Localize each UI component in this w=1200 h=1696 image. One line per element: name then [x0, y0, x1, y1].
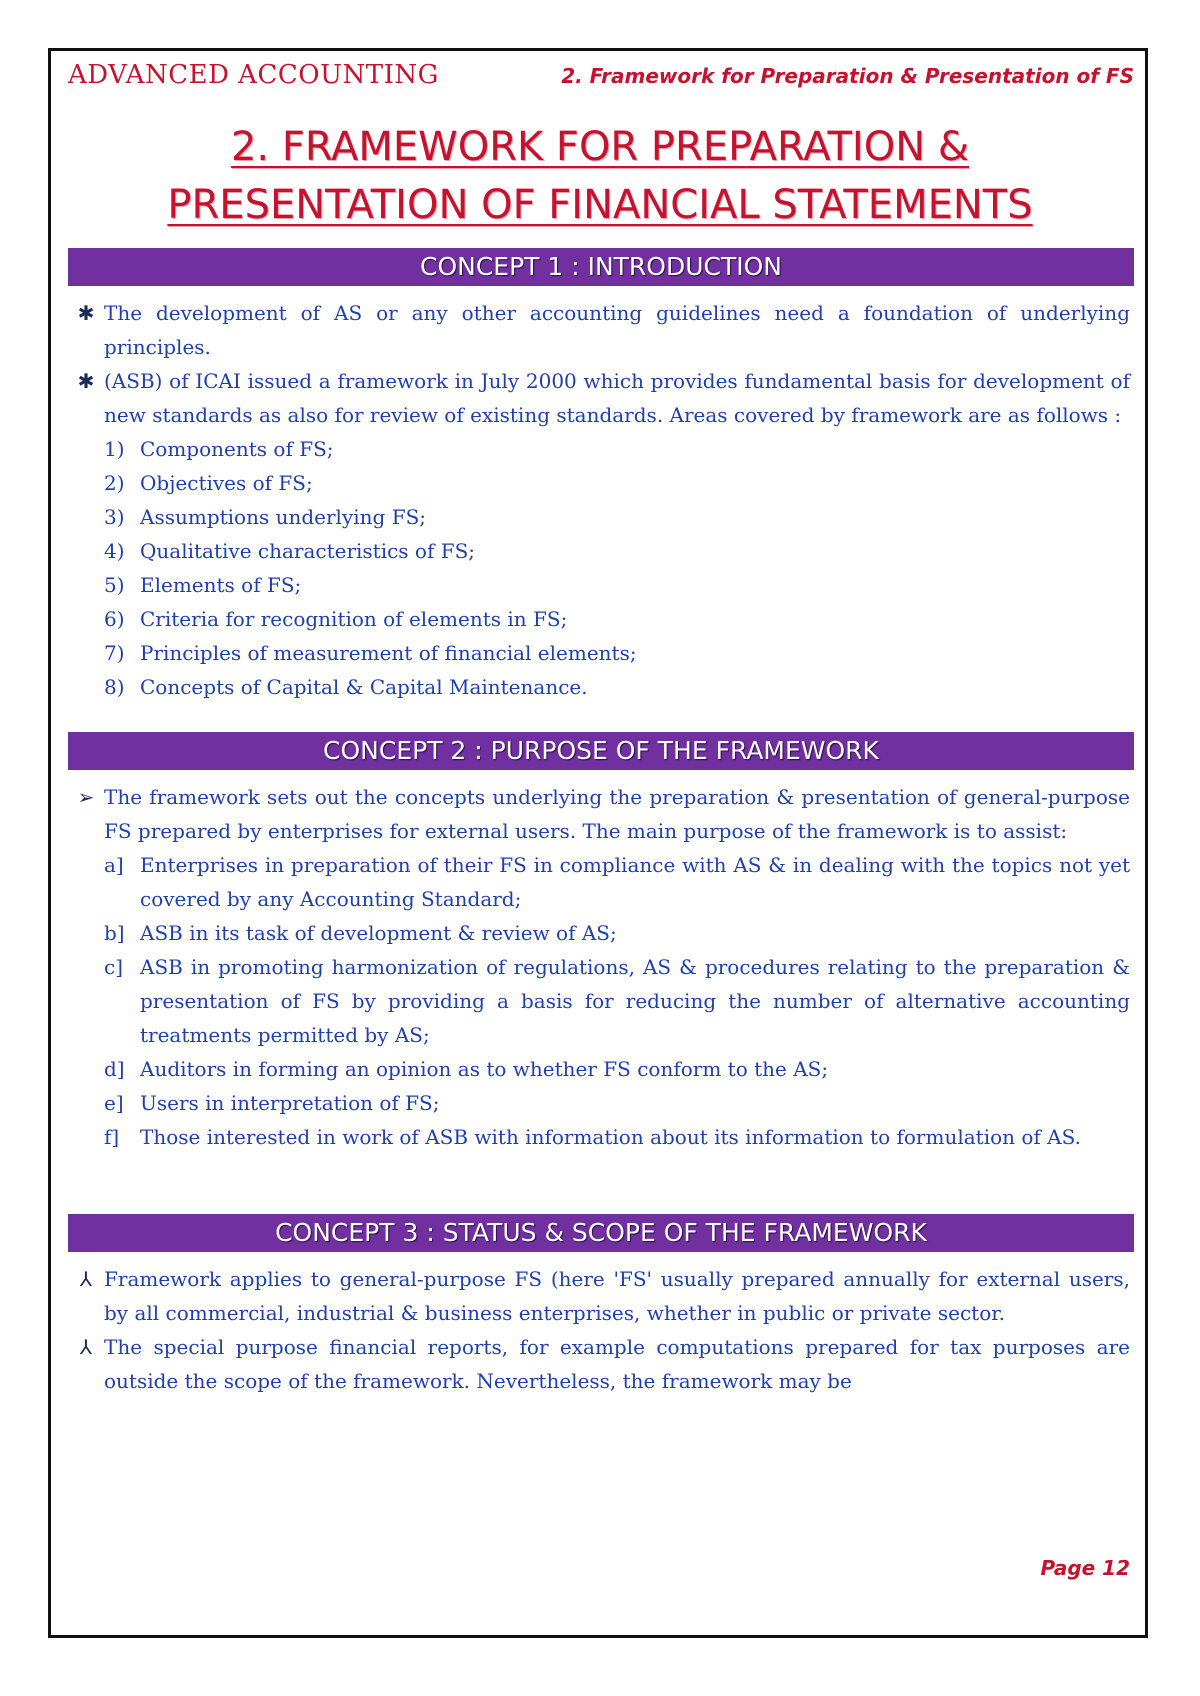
item-marker: 4) [104, 539, 125, 563]
item-text: Concepts of Capital & Capital Maintenance. [140, 675, 588, 699]
numbered-item [104, 500, 1134, 534]
item-marker: e] [104, 1091, 124, 1115]
page-number: Page 12 [1040, 1556, 1130, 1580]
item-text: ASB in promoting harmonization of regulations, AS & procedures relating to the preparation & presentation of FS by providing a basis for reducing the number of alternative accounting treatments permitted by AS; [140, 955, 1130, 1047]
numbered-item [104, 534, 1134, 568]
list-item [68, 364, 1134, 432]
header-chapter: 2. Framework for Preparation & Presentation of FS [561, 64, 1134, 88]
list-item [68, 296, 1134, 364]
item-marker: 2) [104, 471, 125, 495]
item-marker: 8) [104, 675, 125, 699]
item-marker: 1) [104, 437, 125, 461]
numbered-item [104, 636, 1134, 670]
list-item [68, 1262, 1134, 1330]
bullet-text: The framework sets out the concepts underlying the preparation & presentation of general-purpose FS prepared by enterprises for external users. The main purpose of the framework is to assist: [104, 785, 1130, 843]
concept-2-heading: CONCEPT 2 : PURPOSE OF THE FRAMEWORK [68, 732, 1134, 770]
item-text: Objectives of FS; [140, 471, 313, 495]
item-marker: a] [104, 853, 124, 877]
item-text: Criteria for recognition of elements in FS; [140, 607, 568, 631]
item-marker: 6) [104, 607, 125, 631]
lettered-item [104, 950, 1134, 1052]
caret-bullet-icon: ⅄ [79, 1335, 93, 1359]
item-marker: b] [104, 921, 125, 945]
caret-bullet-icon: ⅄ [79, 1267, 93, 1291]
concept-2-body [68, 780, 1134, 1154]
item-text: Those interested in work of ASB with information about its information to formulation of AS. [140, 1125, 1081, 1149]
concept-3-body [68, 1262, 1134, 1398]
item-text: Users in interpretation of FS; [140, 1091, 440, 1115]
item-marker: f] [104, 1125, 120, 1149]
item-text: Auditors in forming an opinion as to whether FS conform to the AS; [140, 1057, 829, 1081]
numbered-item [104, 670, 1134, 704]
arrow-bullet-icon: ➢ [77, 785, 95, 809]
item-text: Assumptions underlying FS; [140, 505, 427, 529]
numbered-item [104, 432, 1134, 466]
lettered-item [104, 1120, 1134, 1154]
concept-1-body [68, 296, 1134, 704]
lettered-item [104, 916, 1134, 950]
list-item [68, 1330, 1134, 1398]
lettered-item [104, 848, 1134, 916]
item-marker: c] [104, 955, 124, 979]
item-marker: d] [104, 1057, 125, 1081]
item-marker: 7) [104, 641, 125, 665]
item-marker: 5) [104, 573, 125, 597]
asterisk-bullet-icon: ✱ [77, 301, 95, 325]
lettered-item [104, 1052, 1134, 1086]
item-marker: 3) [104, 505, 125, 529]
numbered-item [104, 568, 1134, 602]
item-text: Components of FS; [140, 437, 334, 461]
item-text: Qualitative characteristics of FS; [140, 539, 476, 563]
concept-1-heading: CONCEPT 1 : INTRODUCTION [68, 248, 1134, 286]
list-item [68, 780, 1134, 848]
bullet-text: Framework applies to general-purpose FS (here 'FS' usually prepared annually for external users, by all commercial, industrial & business enterprises, whether in public or private sector. [104, 1267, 1130, 1325]
header-subject: ADVANCED ACCOUNTING [68, 60, 439, 90]
page-title [70, 118, 1130, 234]
bullet-text: The special purpose financial reports, for example computations prepared for tax purposes are outside the scope of the framework. Nevertheless, the framework may be [104, 1335, 1130, 1393]
item-text: Principles of measurement of financial elements; [140, 641, 637, 665]
asterisk-bullet-icon: ✱ [77, 369, 95, 393]
title-line-1: 2. FRAMEWORK FOR PREPARATION & [230, 124, 970, 170]
item-text: Enterprises in preparation of their FS in compliance with AS & in dealing with the topics not yet covered by any Accounting Standard; [140, 853, 1130, 911]
numbered-item [104, 602, 1134, 636]
item-text: Elements of FS; [140, 573, 302, 597]
item-text: ASB in its task of development & review of AS; [140, 921, 617, 945]
concept-3-heading: CONCEPT 3 : STATUS & SCOPE OF THE FRAMEWORK [68, 1214, 1134, 1252]
numbered-item [104, 466, 1134, 500]
bullet-text: (ASB) of ICAI issued a framework in July 2000 which provides fundamental basis for development of new standards as also for review of existing standards. Areas covered by framework are as follows : [104, 369, 1130, 427]
bullet-text: The development of AS or any other accounting guidelines need a foundation of underlying principles. [104, 301, 1130, 359]
lettered-item [104, 1086, 1134, 1120]
title-line-2: PRESENTATION OF FINANCIAL STATEMENTS [167, 182, 1033, 228]
